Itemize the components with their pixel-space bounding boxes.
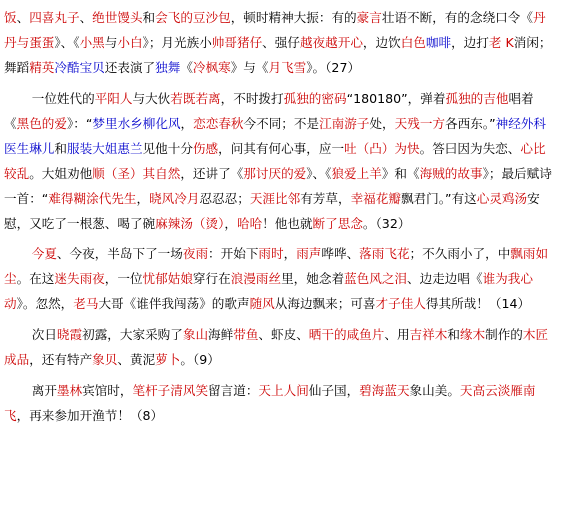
text-segment: 飘君门。”有这 <box>400 191 477 206</box>
text-segment: 咖啡 <box>425 35 452 50</box>
text-segment: 冷枫寒 <box>192 60 231 75</box>
text-segment: 天高云淡雁南飞 <box>4 383 536 423</box>
text-segment: 今夏 <box>31 246 57 261</box>
text-segment: 和 <box>447 327 460 342</box>
text-segment: “180180”，弹着 <box>346 91 446 106</box>
text-segment: 忍忍忍； <box>199 191 250 206</box>
text-segment: 吐（凸）为快 <box>344 141 420 156</box>
text-segment: 宾馆时， <box>82 383 133 398</box>
text-segment: 天上人间 <box>258 383 309 398</box>
text-segment: 留言道： <box>208 383 259 398</box>
text-segment: 飘雨如尘 <box>4 246 549 286</box>
text-segment: 。大姐劝他 <box>29 166 93 181</box>
text-segment: 哈哈 <box>236 216 263 231</box>
text-segment: ：开始下 <box>208 246 259 261</box>
text-segment: 》与《 <box>230 60 269 75</box>
text-segment: 、今夜，半岛下了一场 <box>56 246 183 261</box>
paragraph-3 <box>4 241 555 316</box>
text-segment: 孤独的密码 <box>283 91 347 106</box>
text-segment: 难得糊涂代先生 <box>48 191 137 206</box>
text-segment: 小黑 <box>79 35 105 50</box>
text-segment: 梦里水乡柳化风 <box>92 116 181 131</box>
text-segment: 夜雨 <box>182 246 209 261</box>
text-segment: 安慰，又吃了一根葱、喝了碗 <box>4 191 540 231</box>
paragraph-4 <box>4 322 555 372</box>
text-segment: 初露，大家采购了 <box>82 327 183 342</box>
text-segment: ，边饮 <box>362 35 401 50</box>
text-segment: 处， <box>369 116 395 131</box>
text-segment: 与 <box>104 35 118 50</box>
text-segment: 哗哗、 <box>321 246 360 261</box>
text-segment: 神经外科医生琳儿 <box>4 116 546 156</box>
text-segment: 小白 <box>117 35 143 50</box>
text-segment: 《 <box>180 60 193 75</box>
text-segment: 老马 <box>73 296 99 311</box>
paragraph-2 <box>4 86 555 236</box>
text-segment: 得其所哉！（14） <box>425 296 531 311</box>
text-segment: 饭 <box>4 10 17 25</box>
text-segment: 、黄泥 <box>117 352 156 367</box>
text-segment: 。（9） <box>180 352 220 367</box>
text-segment: 若既若离 <box>170 91 221 106</box>
text-segment: 象山美。 <box>409 383 460 398</box>
text-segment: ，再来参加开渔节！（8） <box>16 408 164 423</box>
text-segment: 墨林 <box>56 383 83 398</box>
text-segment: 各西东。” <box>445 116 496 131</box>
text-segment: 》：“ <box>66 116 93 131</box>
text-segment: 缘木 <box>459 327 486 342</box>
text-segment: 孤独的吉他 <box>445 91 509 106</box>
text-segment: 天涯比邻 <box>249 191 301 206</box>
text-segment: 豪言 <box>356 10 382 25</box>
text-segment: 海鲜 <box>208 327 234 342</box>
text-segment: 迷失雨夜 <box>54 271 105 286</box>
text-segment: 象山 <box>182 327 209 342</box>
text-segment: 见他十分 <box>142 141 193 156</box>
text-segment: 。答曰因为失恋、 <box>419 141 521 156</box>
text-segment: 里，她念着 <box>281 271 345 286</box>
text-segment: 恋恋春秋 <box>193 116 244 131</box>
paragraph-5 <box>4 378 555 428</box>
text-segment: 心灵鸡汤 <box>476 191 528 206</box>
text-segment: 壮语不断，有的念绕口令《 <box>381 10 533 25</box>
text-segment: 雨时 <box>258 246 284 261</box>
text-segment: 越夜越开心 <box>299 35 363 50</box>
text-segment: 雨声 <box>296 246 322 261</box>
text-segment: 与大伙 <box>132 91 171 106</box>
text-segment: 麻辣汤（烫） <box>155 216 225 231</box>
text-segment: 江南游子 <box>319 116 370 131</box>
text-segment: 。在这 <box>16 271 55 286</box>
text-segment: 、强仔 <box>262 35 300 50</box>
text-segment: 才子佳人 <box>375 296 426 311</box>
text-segment: 老 K <box>488 35 514 50</box>
paragraph-1 <box>4 5 555 80</box>
text-segment: 狼爱上羊 <box>331 166 382 181</box>
text-segment: 天残一方 <box>394 116 446 131</box>
text-segment: 丹丹与蛋蛋 <box>4 10 546 50</box>
text-segment: 从海边飘来；可喜 <box>274 296 376 311</box>
text-segment: ；不久雨小了，中 <box>409 246 511 261</box>
text-segment: 随风 <box>249 296 275 311</box>
text-segment: ， <box>136 191 150 206</box>
text-segment: 、边走边唱《 <box>407 271 483 286</box>
text-segment: 黑色的爱 <box>16 116 67 131</box>
text-segment: ，不时拨打 <box>220 91 284 106</box>
text-segment: 谁为我心动 <box>4 271 533 311</box>
text-segment: 大哥《谁伴我闯荡》的歌声 <box>98 296 250 311</box>
text-segment: 》和《 <box>381 166 420 181</box>
text-segment: 幸福花瓣 <box>350 191 401 206</box>
text-segment: ！他也就 <box>262 216 313 231</box>
text-segment: 断了思念 <box>312 216 363 231</box>
text-segment: ，还讲了《 <box>180 166 244 181</box>
text-segment: 那讨厌的爱 <box>243 166 307 181</box>
text-segment: 精英 <box>29 60 55 75</box>
text-segment: 》。（27） <box>306 60 361 75</box>
text-segment: 月飞雪 <box>268 60 307 75</box>
text-segment: 萝卜 <box>155 352 181 367</box>
text-segment: 晒干的咸鱼片 <box>308 327 385 342</box>
text-segment: 带鱼 <box>233 327 259 342</box>
text-segment: ，一位 <box>104 271 143 286</box>
text-segment: 制作的 <box>485 327 523 342</box>
text-segment: 次日 <box>31 327 57 342</box>
text-segment: 、用 <box>384 327 410 342</box>
text-segment: 》、《 <box>306 166 332 181</box>
text-segment: 穿行在 <box>192 271 231 286</box>
text-segment: 还表演了 <box>104 60 156 75</box>
text-segment: ，边打 <box>451 35 489 50</box>
text-segment: ，问其有何心事，应一 <box>218 141 345 156</box>
text-segment: 会飞的豆沙包 <box>155 10 231 25</box>
text-segment: ，还有特产 <box>29 352 93 367</box>
text-segment: ， <box>224 216 237 231</box>
text-segment: 帅哥猪仔 <box>211 35 263 50</box>
text-segment: 和 <box>142 10 156 25</box>
text-segment: 今不同；不是 <box>243 116 320 131</box>
text-segment: 四喜丸子 <box>29 10 80 25</box>
text-segment: 笔杆子清风笑 <box>132 383 209 398</box>
text-segment: 离开 <box>31 383 57 398</box>
text-segment: 海贼的故事 <box>419 166 483 181</box>
text-segment: 晓霞 <box>56 327 83 342</box>
text-segment: 消闲；舞蹈 <box>4 35 552 75</box>
text-segment: 木匠成品 <box>4 327 549 367</box>
text-segment: 和 <box>54 141 67 156</box>
text-segment: 一位姓代的 <box>31 91 95 106</box>
text-segment: 、 <box>16 10 30 25</box>
text-segment: ，顿时精神大振：有的 <box>230 10 357 25</box>
text-segment: 顺（圣）其自然 <box>92 166 181 181</box>
text-segment: 仙子国， <box>308 383 360 398</box>
text-segment: 吉祥木 <box>409 327 448 342</box>
text-segment: ， <box>283 246 297 261</box>
text-segment: 》；月光族小 <box>142 35 212 50</box>
text-segment: 服装大姐惠兰 <box>66 141 143 156</box>
text-segment: 绝世馒头 <box>92 10 143 25</box>
text-segment: 蓝色风之泪 <box>344 271 407 286</box>
text-segment: 》；最后赋诗一首：“ <box>4 166 552 206</box>
text-segment: 心比较乱 <box>4 141 546 181</box>
text-segment: 冷酷宝贝 <box>54 60 105 75</box>
text-segment: 有芳草， <box>300 191 351 206</box>
text-segment: 》、《 <box>54 35 80 50</box>
text-segment: 白色 <box>400 35 426 50</box>
text-segment: 象贝 <box>92 352 118 367</box>
text-segment: 。（32） <box>362 216 411 231</box>
text-segment: 晓风冷月 <box>149 191 200 206</box>
text-segment: 碧海蓝天 <box>359 383 410 398</box>
text-segment: 平阳人 <box>94 91 133 106</box>
text-segment: ， <box>180 116 194 131</box>
text-segment: 伤感 <box>192 141 219 156</box>
text-segment: 、 <box>79 10 93 25</box>
text-segment: 唱着《 <box>4 91 534 131</box>
text-segment: 》。忽然， <box>16 296 74 311</box>
text-segment: 浪漫雨丝 <box>230 271 282 286</box>
text-segment: 独舞 <box>155 60 181 75</box>
text-segment: 忧郁姑娘 <box>142 271 193 286</box>
text-segment: 、虾皮、 <box>258 327 309 342</box>
text-segment: 落雨飞花 <box>359 246 410 261</box>
